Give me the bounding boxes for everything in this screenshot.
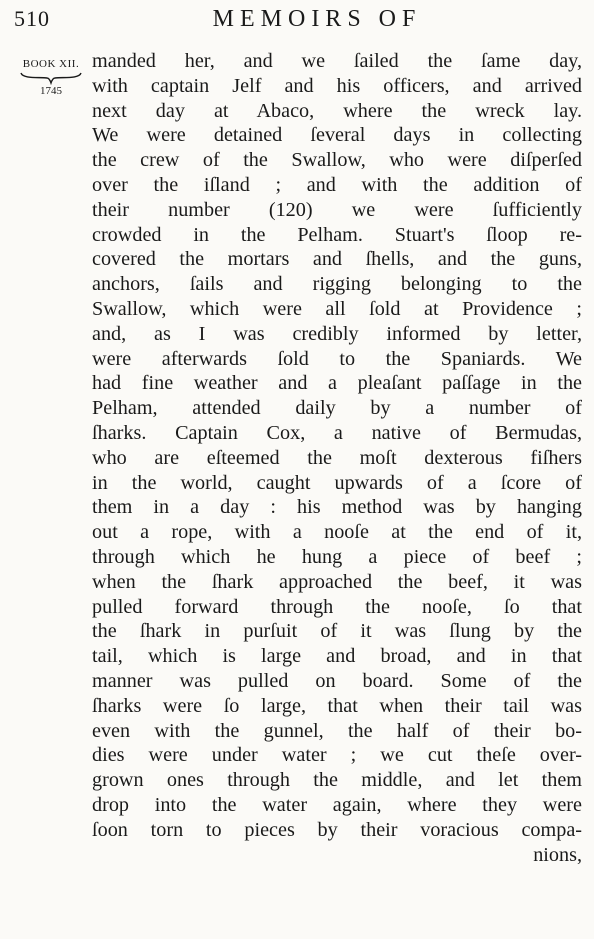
text-line: through which he hung a piece of beef ; <box>92 545 582 568</box>
text-line: and, as I was credibly informed by letter, <box>92 322 582 345</box>
text-line: crowded in the Pelham. Stuart's ſloop re- <box>92 223 582 246</box>
text-line: with captain Jelf and his officers, and arrived <box>92 74 582 97</box>
text-line: Swallow, which were all ſold at Providence ; <box>92 297 582 320</box>
text-line: in the world, caught upwards of a ſcore of <box>92 471 582 494</box>
text-line: over the iſland ; and with the addition of <box>92 173 582 196</box>
text-line: pulled forward through the nooſe, ſo that <box>92 595 582 618</box>
text-line: when the ſhark approached the beef, it was <box>92 570 582 593</box>
body-text <box>92 49 582 867</box>
text-line: even with the gunnel, the half of their bo- <box>92 719 582 742</box>
text-line: ſoon torn to pieces by their voracious compa- <box>92 818 582 841</box>
text-line: next day at Abaco, where the wreck lay. <box>92 99 582 122</box>
page-number: 510 <box>14 6 50 31</box>
text-line: the crew of the Swallow, who were diſperſed <box>92 149 582 172</box>
text-line: ſharks were ſo large, that when their tail was <box>92 694 582 717</box>
text-line: drop into the water again, where they were <box>92 793 582 816</box>
text-line: who are eſteemed the moſt dexterous fiſhers <box>92 446 582 469</box>
text-line: the ſhark in purſuit of it was ſlung by the <box>92 620 582 643</box>
text-line: their number (120) we were ſufficiently <box>92 198 582 221</box>
book-label: BOOK XII. <box>22 58 80 70</box>
text-line: manner was pulled on board. Some of the <box>92 669 582 692</box>
text-line: dies were under water ; we cut theſe over- <box>92 744 582 767</box>
text-line: anchors, ſails and rigging belonging to the <box>92 273 582 296</box>
text-line: Pelham, attended daily by a number of <box>92 397 582 420</box>
text-line: covered the mortars and ſhells, and the guns, <box>92 248 582 271</box>
text-line: were afterwards ſold to the Spaniards. We <box>92 347 582 370</box>
year-label: 1745 <box>40 85 62 97</box>
text-line: grown ones through the middle, and let them <box>92 769 582 792</box>
margin-note <box>16 58 86 97</box>
text-line: We were detained ſeveral days in collecting <box>92 124 582 147</box>
text-line: nions, <box>533 843 582 866</box>
text-line: tail, which is large and broad, and in that <box>92 645 582 668</box>
running-head: MEMOIRS OF <box>212 6 422 32</box>
text-line: manded her, and we ſailed the ſame day, <box>92 50 582 72</box>
text-line: ſharks. Captain Cox, a native of Bermudas, <box>92 421 582 444</box>
text-line: had fine weather and a pleaſant paſſage in the <box>92 372 582 395</box>
brace-icon <box>19 71 83 85</box>
text-line: them in a day : his method was by hanging <box>92 496 582 519</box>
text-line: out a rope, with a nooſe at the end of it, <box>92 521 582 544</box>
